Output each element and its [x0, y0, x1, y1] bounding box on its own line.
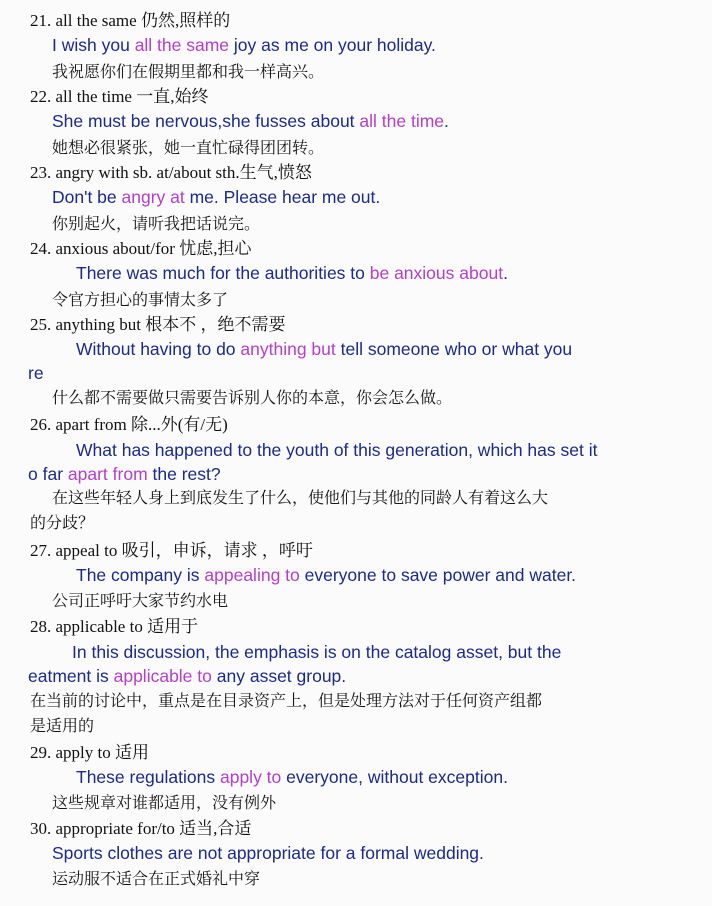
entry-22-heading: 22. all the time 一直,始终 [30, 87, 209, 106]
entry-26-example: What has happened to the youth of this generation, which has set it [76, 440, 598, 460]
entry-27-example [76, 567, 576, 585]
text-segment: any asset group. [211, 666, 347, 686]
entry-25-example-continued: re [28, 363, 44, 383]
text-segment: . [444, 111, 449, 131]
entry-28-translation-continued: 是适用的 [30, 716, 95, 735]
entry-22-example [52, 113, 449, 131]
text-segment: everyone, without exception. [281, 767, 508, 787]
entry-28-translation: 在当前的讨论中，重点是在目录资产上，但是处理方法对于任何资产组都 [30, 691, 543, 710]
entry-29-translation: 这些规章对谁都适用，没有例外 [52, 793, 277, 812]
entry-25-example [76, 341, 572, 359]
entry-28-example-continued [28, 668, 346, 686]
text-segment: There was much for the authorities to [76, 263, 370, 283]
text-segment: Don't be [52, 187, 122, 207]
entry-23-heading: 23. angry with sb. at/about sth.生气,愤怒 [30, 163, 312, 182]
entry-24-translation: 令官方担心的事情太多了 [52, 290, 229, 309]
text-segment: These regulations [76, 767, 220, 787]
text-segment: me. Please hear me out. [184, 187, 381, 207]
highlight-phrase: all the same [134, 35, 230, 55]
entry-28-heading: 28. applicable to 适用于 [30, 617, 199, 636]
entry-26-heading: 26. apart from 除...外(有/无) [30, 415, 228, 434]
entry-24-heading: 24. anxious about/for 忧虑,担心 [30, 239, 252, 258]
entry-26-translation-continued: 的分歧？ [30, 513, 95, 532]
highlight-phrase: appealing to [204, 565, 300, 585]
entry-23-translation: 你别起火，请听我把话说完。 [52, 214, 261, 233]
entry-25-translation: 什么都不需要做只需要告诉别人你的本意，你会怎么做。 [52, 388, 453, 407]
text-segment: the rest? [147, 464, 221, 484]
entry-25-heading: 25. anything but 根本不 ，绝不需要 [30, 315, 286, 334]
entry-21-heading: 21. all the same 仍然,照样的 [30, 11, 231, 30]
entry-24-example [76, 265, 508, 283]
entry-28-example: In this discussion, the emphasis is on the catalog asset, but the [72, 642, 562, 662]
highlight-phrase: apart from [67, 464, 148, 484]
entry-30-example: Sports clothes are not appropriate for a formal wedding. [52, 843, 484, 863]
entry-22-translation: 她想必很紧张，她一直忙碌得团团转。 [52, 138, 325, 157]
entry-21-example [52, 37, 436, 55]
entry-27-heading: 27. appeal to 吸引，申诉，请求 ，呼吁 [30, 541, 313, 560]
highlight-phrase: angry at [121, 187, 185, 207]
highlight-phrase: anything but [240, 339, 336, 359]
highlight-phrase: all the time [359, 111, 445, 131]
text-segment: everyone to save power and water. [299, 565, 577, 585]
entry-21-translation: 我祝愿你们在假期里都和我一样高兴。 [52, 62, 325, 81]
text-segment: joy as me on your holiday. [229, 35, 436, 55]
text-segment: I wish you [52, 35, 135, 55]
entry-30-translation: 运动服不适合在正式婚礼中穿 [52, 869, 261, 888]
text-segment: tell someone who or what you [335, 339, 573, 359]
entry-29-example [76, 769, 508, 787]
entry-29-heading: 29. apply to 适用 [30, 743, 149, 762]
text-segment: The company is [76, 565, 205, 585]
text-segment: eatment is [28, 666, 114, 686]
text-segment: . [503, 263, 508, 283]
text-segment: Without having to do [76, 339, 241, 359]
text-segment: She must be nervous,she fusses about [52, 111, 360, 131]
text-segment: o far [28, 464, 68, 484]
entry-26-translation: 在这些年轻人身上到底发生了什么，使他们与其他的同龄人有着这么大 [52, 488, 549, 507]
highlight-phrase: applicable to [113, 666, 212, 686]
entry-27-translation: 公司正呼吁大家节约水电 [52, 591, 229, 610]
entry-26-example-continued [28, 466, 221, 484]
highlight-phrase: apply to [219, 767, 282, 787]
entry-23-example [52, 189, 380, 207]
entry-30-heading: 30. appropriate for/to 适当,合适 [30, 819, 252, 838]
highlight-phrase: be anxious about [369, 263, 504, 283]
